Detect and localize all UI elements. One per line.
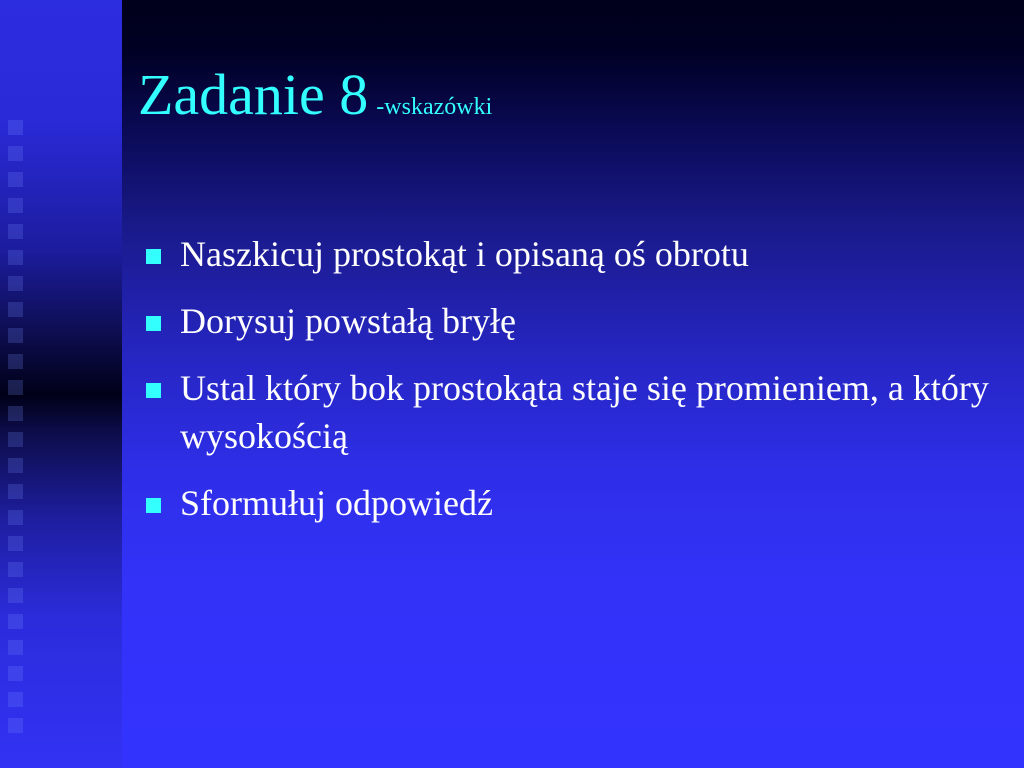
slide-title-main: Zadanie 8 [138, 62, 369, 127]
bullet-item [146, 479, 1006, 527]
bullet-item [146, 297, 1006, 345]
square-bullet-icon [146, 249, 161, 264]
bullet-text: Naszkicuj prostokąt i opisaną oś obrotu [180, 234, 749, 274]
slide-title-sub: -wskazówki [376, 94, 493, 120]
bullet-text: Sformułuj odpowiedź [180, 483, 493, 523]
bullet-item [146, 364, 1006, 460]
slide-title [138, 62, 493, 127]
left-decorative-bar [0, 0, 122, 768]
bullet-text: Ustal który bok prostokąta staje się promieniem, a który wysokością [180, 368, 989, 456]
square-bullet-icon [146, 316, 161, 331]
decorative-squares [8, 120, 28, 744]
square-bullet-icon [146, 498, 161, 513]
bullet-item [146, 230, 1006, 278]
bullet-list [146, 230, 1006, 546]
bullet-text: Dorysuj powstałą bryłę [180, 301, 516, 341]
square-bullet-icon [146, 383, 161, 398]
